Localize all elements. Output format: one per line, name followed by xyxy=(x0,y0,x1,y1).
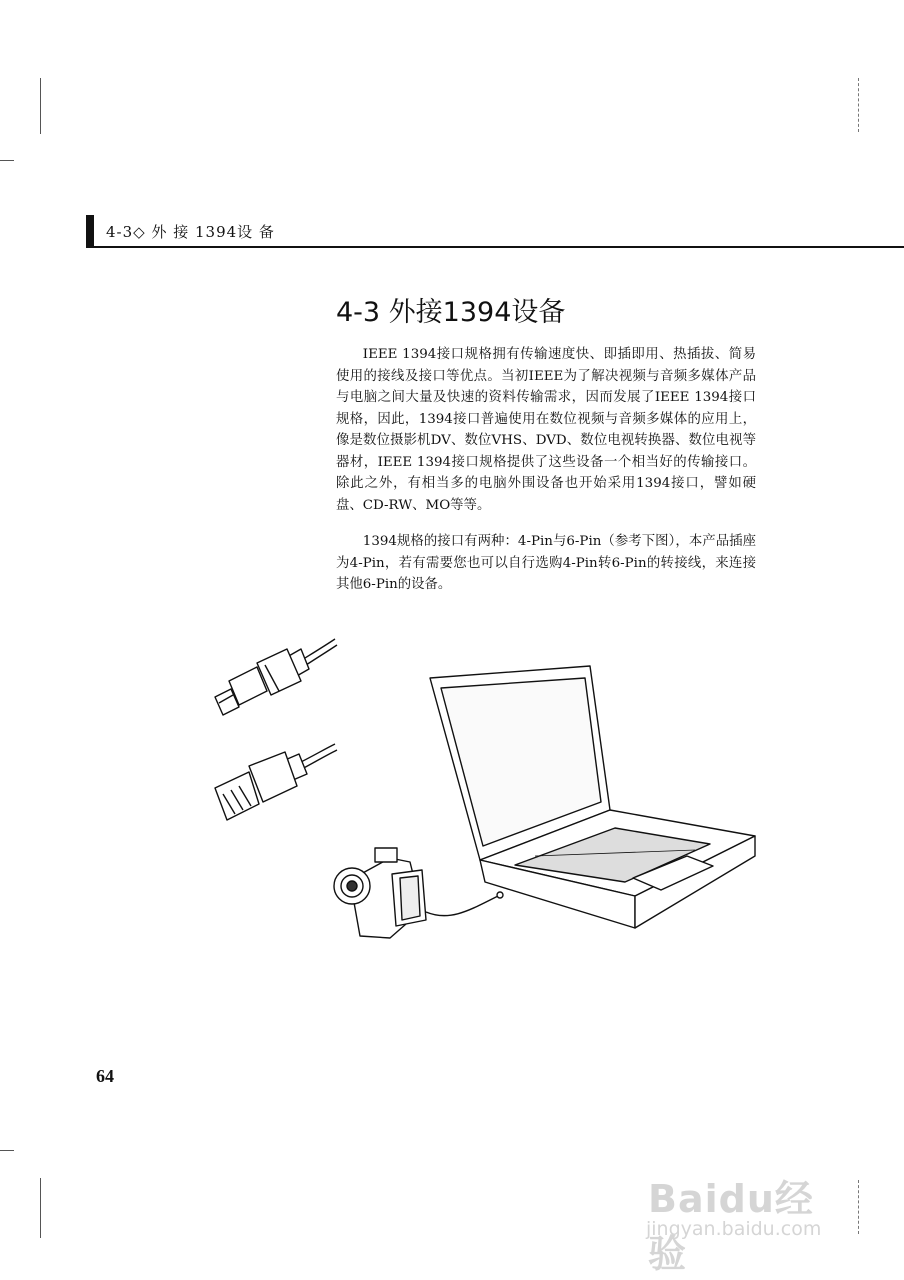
watermark-brand: Baidu经验 xyxy=(648,1177,814,1276)
crop-mark xyxy=(40,1178,41,1238)
page-number: 64 xyxy=(96,1066,114,1086)
watermark xyxy=(640,1150,850,1276)
6-pin-connector-drawing xyxy=(205,742,340,827)
running-head-text: 4-3◇ 外 接 1394设 备 xyxy=(106,223,275,241)
crop-mark xyxy=(0,1150,14,1151)
running-head xyxy=(86,215,904,248)
laptop-drawing xyxy=(425,660,760,935)
watermark-url: jingyan.baidu.com xyxy=(646,1218,822,1240)
crop-mark xyxy=(858,1180,859,1234)
crop-mark xyxy=(40,78,41,134)
running-head-bar xyxy=(86,215,94,246)
4-pin-connector-drawing xyxy=(205,635,340,725)
crop-mark xyxy=(0,160,14,161)
paragraph-2: 1394规格的接口有两种：4-Pin与6-Pin（参考下图），本产品插座为4-Pin，若有需要您也可以自行选购4-Pin转6-Pin的转接线，来连接其他6-Pin的设备。 xyxy=(336,534,756,592)
paragraph-1: IEEE 1394接口规格拥有传输速度快、即插即用、热插拔、简易使用的接线及接口等优点。当初IEEE为了解决视频与音频多媒体产品与电脑之间大量及快速的资料传输需求，因而发展了IEEE 1394接口规格，因此，1394接口普遍使用在数位视频与音频多媒体的应用上，像是数位摄影机DV、数位VHS、DVD、数位电视转换器、数位电视等器材，IEEE 1394接口规格提供了这些设备一个相当好的传输接口。除此之外，有相当多的电脑外围设备也开始采用1394接口，譬如硬盘、CD-RW、MO等等。 xyxy=(336,347,756,513)
section-title: 4-3 外接1394设备 xyxy=(336,297,566,328)
crop-mark xyxy=(858,78,859,132)
